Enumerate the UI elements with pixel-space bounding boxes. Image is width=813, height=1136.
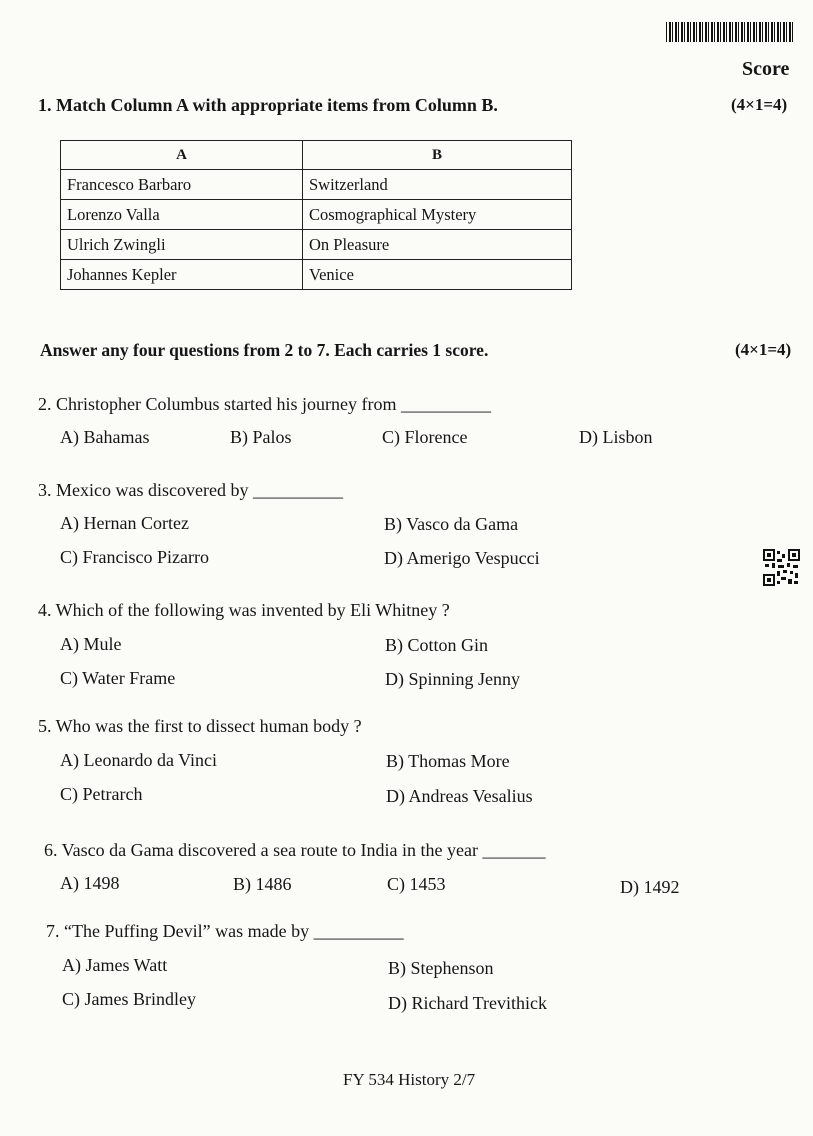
page-footer: FY 534 History 2/7 <box>343 1070 476 1089</box>
question-7-option-d: D) Richard Trevithick <box>388 993 547 1013</box>
question-3-option-c: C) Francisco Pizarro <box>60 547 209 567</box>
section-marks: (4×1=4) <box>735 340 792 359</box>
question-4-option-c: C) Water Frame <box>60 668 176 688</box>
question-2-option-a: A) Bahamas <box>60 427 150 447</box>
table-cell: Johannes Kepler <box>61 260 303 290</box>
question-3-text: 3. Mexico was discovered by __________ <box>38 480 343 500</box>
table-cell: Cosmographical Mystery <box>303 200 572 230</box>
column-a-header: A <box>61 141 303 170</box>
barcode <box>666 22 794 42</box>
qr-code <box>763 549 800 586</box>
question-4-option-a: A) Mule <box>60 634 122 654</box>
column-b-header: B <box>303 141 572 170</box>
table-cell: Francesco Barbaro <box>61 170 303 200</box>
question-1-marks: (4×1=4) <box>731 95 788 114</box>
question-2-option-d: D) Lisbon <box>579 427 653 447</box>
question-6-option-c: C) 1453 <box>387 874 446 894</box>
question-5-option-a: A) Leonardo da Vinci <box>60 750 218 770</box>
question-3-option-b: B) Vasco da Gama <box>384 514 519 534</box>
table-cell: Ulrich Zwingli <box>61 230 303 260</box>
question-3-option-a: A) Hernan Cortez <box>60 513 189 533</box>
question-4-option-b: B) Cotton Gin <box>385 635 489 655</box>
table-cell: Switzerland <box>303 170 572 200</box>
question-6-text: 6. Vasco da Gama discovered a sea route to India in the year _______ <box>44 840 546 860</box>
question-6-option-a: A) 1498 <box>60 873 120 893</box>
question-4-option-d: D) Spinning Jenny <box>385 669 520 689</box>
match-table <box>60 140 572 290</box>
table-row <box>61 230 572 260</box>
section-instruction: Answer any four questions from 2 to 7. Each carries 1 score. <box>40 340 489 360</box>
table-row <box>61 200 572 230</box>
question-1-text: 1. Match Column A with appropriate items from Column B. <box>38 95 498 115</box>
question-5-option-d: D) Andreas Vesalius <box>386 786 533 806</box>
question-4-text: 4. Which of the following was invented by Eli Whitney ? <box>38 600 450 620</box>
question-7-option-b: B) Stephenson <box>388 958 494 978</box>
question-7-text: 7. “The Puffing Devil” was made by __________ <box>46 921 404 941</box>
question-2-option-b: B) Palos <box>230 427 292 447</box>
table-header-row <box>61 141 572 170</box>
score-label: Score <box>742 58 790 80</box>
question-6-option-d: D) 1492 <box>620 877 680 897</box>
table-cell: Lorenzo Valla <box>61 200 303 230</box>
table-row <box>61 260 572 290</box>
question-7-option-a: A) James Watt <box>62 955 168 975</box>
question-5-text: 5. Who was the first to dissect human body ? <box>38 716 362 736</box>
question-5-option-b: B) Thomas More <box>386 751 510 771</box>
table-cell: On Pleasure <box>303 230 572 260</box>
question-6-option-b: B) 1486 <box>233 874 292 894</box>
question-7-option-c: C) James Brindley <box>62 989 196 1009</box>
question-2-text: 2. Christopher Columbus started his journey from __________ <box>38 394 491 414</box>
table-cell: Venice <box>303 260 572 290</box>
question-3-option-d: D) Amerigo Vespucci <box>384 548 540 568</box>
question-5-option-c: C) Petrarch <box>60 784 143 804</box>
question-2-option-c: C) Florence <box>382 427 468 447</box>
table-row <box>61 170 572 200</box>
